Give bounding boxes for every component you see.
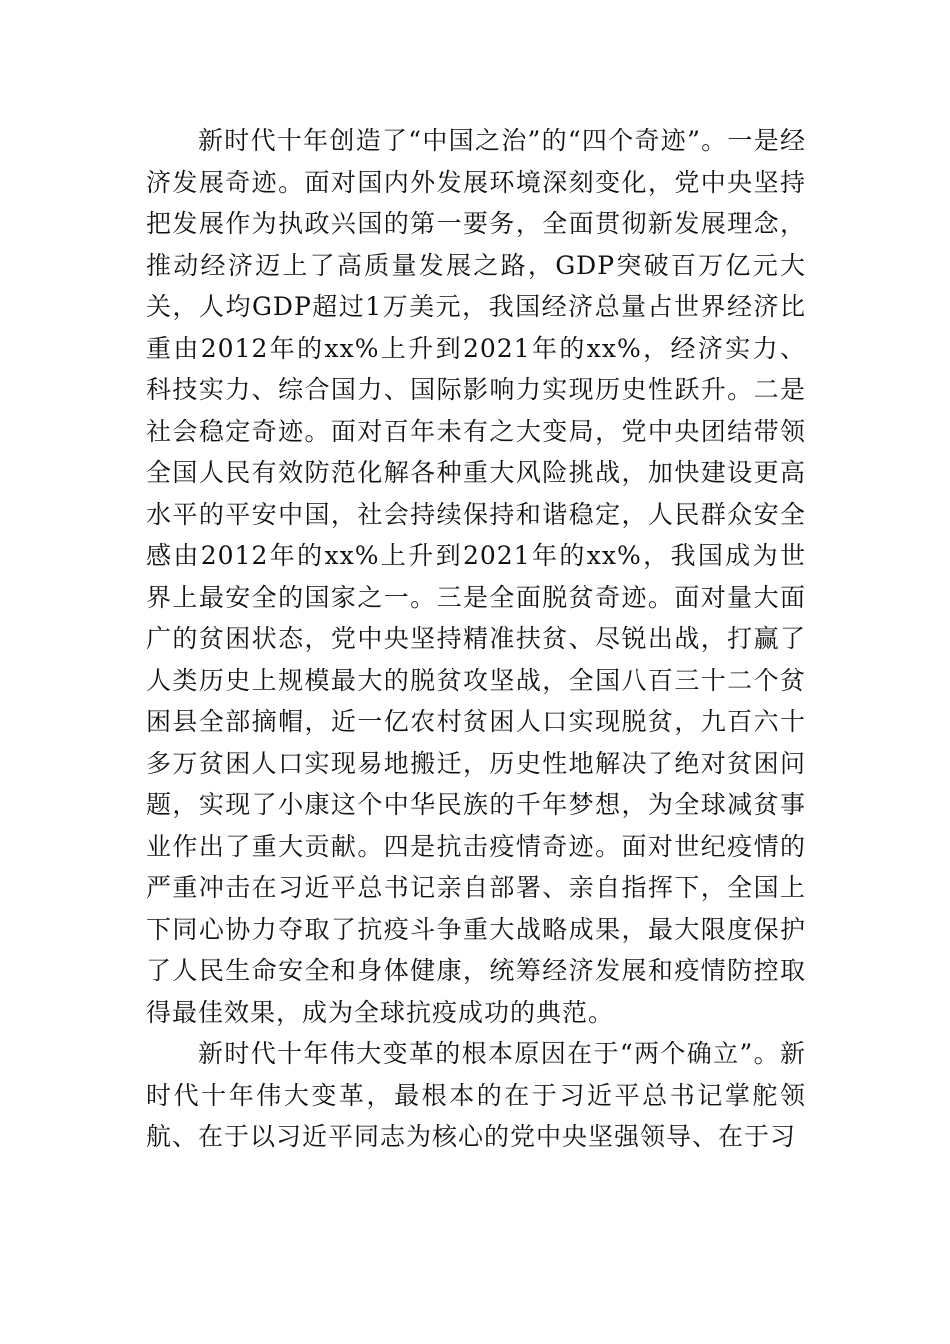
body-text [146,120,806,1158]
paragraph-two-establishments: 新时代十年伟大变革的根本原因在于“两个确立”。新时代十年伟大变革，最根本的在于习近平总书记掌舵领航、在于以习近平同志为核心的党中央坚强领导、在于习 [146,1039,806,1151]
paragraph-four-miracles: 新时代十年创造了“中国之治”的“四个奇迹”。一是经济发展奇迹。面对国内外发展环境深刻变化，党中央坚持把发展作为执政兴国的第一要务，全面贯彻新发展理念，推动经济迈上了高质量发展之路，GDP突破百万亿元大关，人均GDP超过1万美元，我国经济总量占世界经济比重由2012年的xx%上升到2021年的xx%，经济实力、科技实力、综合国力、国际影响力实现历史性跃升。二是社会稳定奇迹。面对百年未有之大变局，党中央团结带领全国人民有效防范化解各种重大风险挑战，加快建设更高水平的平安中国，社会持续保持和谐稳定，人民群众安全感由2012年的xx%上升到2021年的xx%，我国成为世界上最安全的国家之一。三是全面脱贫奇迹。面对量大面广的贫困状态，党中央坚持精准扶贫、尽锐出战，打赢了人类历史上规模最大的脱贫攻坚战，全国八百三十二个贫困县全部摘帽，近一亿农村贫困人口实现脱贫，九百六十多万贫困人口实现易地搬迁，历史性地解决了绝对贫困问题，实现了小康这个中华民族的千年梦想，为全球减贫事业作出了重大贡献。四是抗击疫情奇迹。面对世纪疫情的严重冲击在习近平总书记亲自部署、亲自指挥下，全国上下同心协力夺取了抗疫斗争重大战略成果，最大限度保护了人民生命安全和身体健康，统筹经济发展和疫情防控取得最佳效果，成为全球抗疫成功的典范。 [146,126,806,1027]
